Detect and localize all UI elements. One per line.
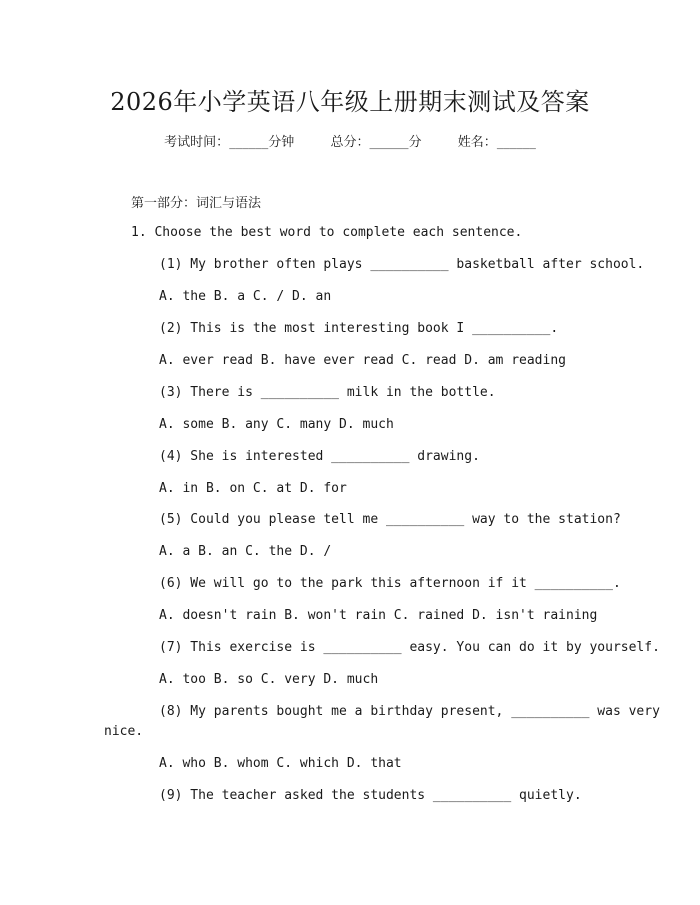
- question-item-5: (5) Could you please tell me __________ way to the station?: [159, 512, 621, 527]
- total-score-unit: 分: [408, 135, 422, 150]
- question-item-9: (9) The teacher asked the students __________ quietly.: [159, 788, 582, 803]
- exam-time-label: 考试时间：: [164, 135, 230, 150]
- page-title: 2026年小学英语八年级上册期末测试及答案: [110, 88, 590, 116]
- question-options-8: A. who B. whom C. which D. that: [159, 756, 402, 771]
- question-options-4: A. in B. on C. at D. for: [159, 481, 347, 496]
- question-options-3: A. some B. any C. many D. much: [159, 417, 394, 432]
- question-item-2: (2) This is the most interesting book I __________.: [159, 321, 559, 336]
- total-score-blank: ______: [369, 135, 409, 150]
- question-item-1: (1) My brother often plays __________ basketball after school.: [159, 257, 645, 272]
- question-options-6: A. doesn't rain B. won't rain C. rained D. isn't raining: [159, 608, 598, 623]
- question-item-6: (6) We will go to the park this afternoon if it __________.: [159, 576, 621, 591]
- question-options-7: A. too B. so C. very D. much: [159, 672, 379, 687]
- exam-time-blank: ______: [229, 135, 269, 150]
- question-options-5: A. a B. an C. the D. /: [159, 544, 332, 559]
- question-options-2: A. ever read B. have ever read C. read D. am reading: [159, 353, 566, 368]
- question-options-1: A. the B. a C. / D. an: [159, 289, 332, 304]
- question-item-8: (8) My parents bought me a birthday present, __________ was very: [159, 704, 660, 719]
- student-name-blank: ______: [496, 135, 536, 150]
- student-name-label: 姓名：: [457, 135, 497, 150]
- question-item-8-continuation: nice.: [104, 724, 144, 739]
- question-item-3: (3) There is __________ milk in the bottle.: [159, 385, 496, 400]
- question-item-4: (4) She is interested __________ drawing.: [159, 449, 480, 464]
- section-heading: 第一部分：词汇与语法: [131, 196, 262, 211]
- question-item-7: (7) This exercise is __________ easy. You can do it by yourself.: [159, 640, 660, 655]
- exam-info-line: [0, 131, 700, 150]
- exam-time-unit: 分钟: [268, 135, 295, 150]
- total-score-label: 总分：: [330, 135, 370, 150]
- question-1-instruction: 1. Choose the best word to complete each sentence.: [131, 225, 523, 240]
